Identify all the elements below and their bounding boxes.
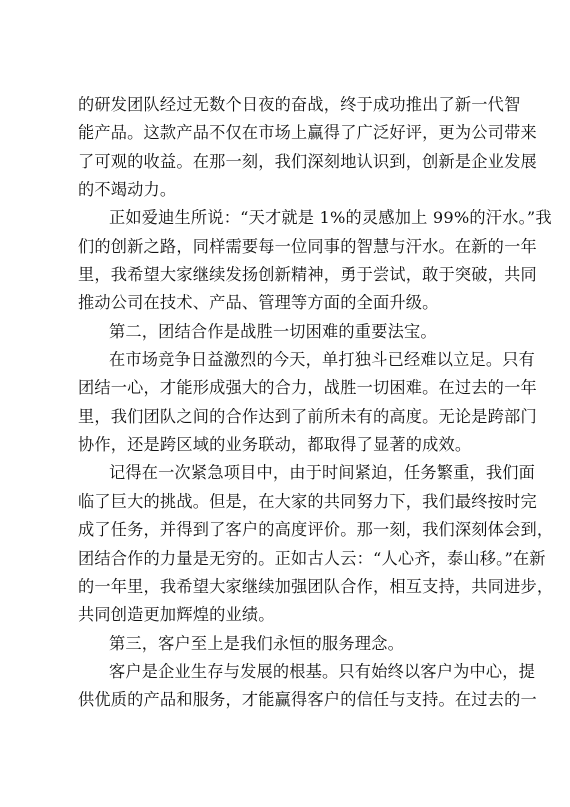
- text-line: 的不竭动力。: [78, 180, 177, 200]
- text-line: 推动公司在技术、产品、管理等方面的全面升级。: [78, 293, 439, 313]
- section-heading: 第二，团结合作是战胜一切困难的重要法宝。: [109, 321, 437, 341]
- text-line: 客户是企业生存与发展的根基。只有始终以客户为中心，提: [109, 661, 536, 681]
- text-line: 团结一心，才能形成强大的合力，战胜一切困难。在过去的一年: [78, 378, 537, 398]
- paragraph-edison-quote: [78, 204, 552, 317]
- text-line: 里，我们团队之间的合作达到了前所未有的高度。无论是跨部门: [78, 406, 537, 426]
- heading-teamwork: [78, 318, 498, 346]
- text-line: 能产品。这款产品不仅在市场上赢得了广泛好评，更为公司带来: [78, 123, 537, 143]
- text-line: 共同创造更加辉煌的业绩。: [78, 605, 275, 625]
- heading-customer-first: [78, 630, 498, 658]
- text-line: 供优质的产品和服务，才能赢得客户的信任与支持。在过去的一: [78, 690, 537, 710]
- paragraph-teamwork: [78, 346, 537, 459]
- text-line: 的一年里，我希望大家继续加强团队合作，相互支持，共同进步，: [78, 576, 554, 596]
- text-line: 成了任务，并得到了客户的高度评价。那一刻，我们深刻体会到，: [78, 520, 554, 540]
- document-body: [78, 91, 554, 715]
- text-line: 们的创新之路，同样需要每一位同事的智慧与汗水。在新的一年: [78, 236, 537, 256]
- text-line: 协作，还是跨区域的业务联动，都取得了显著的成效。: [78, 435, 472, 455]
- text-line: 里，我希望大家继续发扬创新精神，勇于尝试，敢于突破，共同: [78, 265, 537, 285]
- text-line: 记得在一次紧急项目中，由于时间紧迫，任务繁重，我们面: [109, 463, 536, 483]
- paragraph-customer: [78, 658, 537, 715]
- text-line: 了可观的收益。在那一刻，我们深刻地认识到，创新是企业发展: [78, 151, 537, 171]
- text-line: 临了巨大的挑战。但是，在大家的共同努力下，我们最终按时完: [78, 491, 537, 511]
- text-line: 团结合作的力量是无穷的。正如古人云：“人心齐，泰山移。”在新: [78, 548, 546, 568]
- paragraph-urgent-project: [78, 459, 554, 629]
- text-line: 正如爱迪生所说：“天才就是 1%的灵感加上 99%的汗水。”我: [109, 208, 552, 228]
- text-line: 的研发团队经过无数个日夜的奋战，终于成功推出了新一代智: [78, 95, 521, 114]
- section-heading: 第三，客户至上是我们永恒的服务理念。: [109, 633, 404, 653]
- paragraph-innovation-result: [78, 91, 537, 204]
- text-line: 在市场竞争日益激烈的今天，单打独斗已经难以立足。只有: [109, 350, 536, 370]
